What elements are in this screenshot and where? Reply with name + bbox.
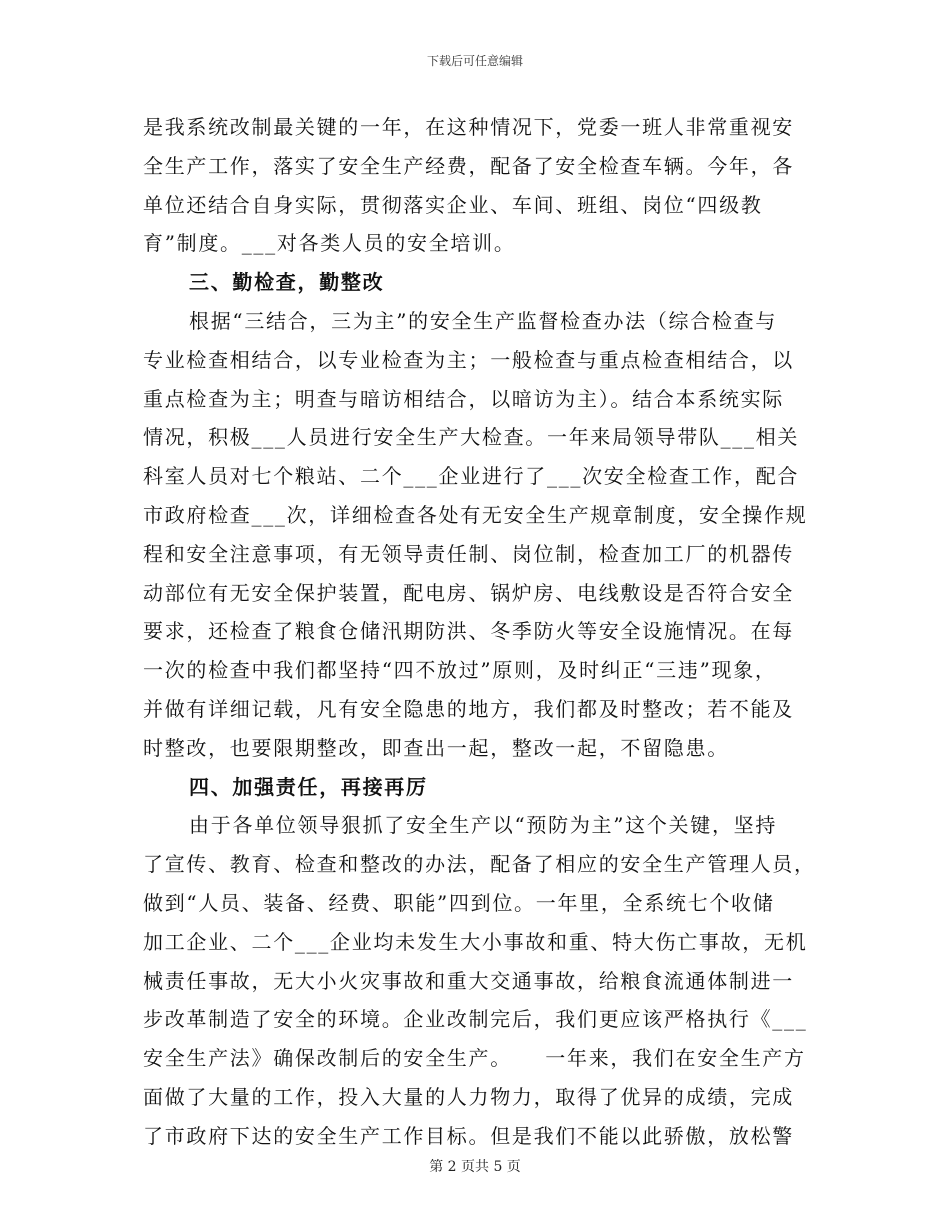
body-line: 面做了大量的工作，投入大量的人力物力，取得了优异的成绩，完成	[143, 1084, 794, 1109]
paragraph-start: 根据“三结合，三为主”的安全生产监督检查办法（综合检查与	[189, 308, 778, 333]
body-line: 了宣传、教育、检查和整改的办法，配备了相应的安全生产管理人员，	[143, 852, 816, 877]
body-line: 全生产工作，落实了安全生产经费，配备了安全检查车辆。今年，各	[143, 153, 794, 178]
body-line: 要求，还检查了粮食仓储汛期防洪、冬季防火等安全设施情况。在每	[143, 619, 794, 644]
body-line: 做到“人员、装备、经费、职能”四到位。一年里，全系统七个收储	[143, 890, 775, 915]
body-line: 械责任事故，无大小火灾事故和重大交通事故，给粮食流通体制进一	[143, 968, 794, 993]
body-line: 育”制度。___对各类人员的安全培训。	[143, 231, 516, 256]
page-number-footer: 第 2 页共 5 页	[429, 1159, 521, 1175]
body-line: 重点检查为主；明查与暗访相结合，以暗访为主）。结合本系统实际	[143, 386, 784, 411]
body-line: 是我系统改制最关键的一年，在这种情况下，党委一班人非常重视安	[143, 115, 794, 139]
body-line: 一次的检查中我们都坚持“四不放过”原则，及时纠正“三违”现象，	[143, 658, 777, 683]
paragraph-start: 由于各单位领导狠抓了安全生产以“预防为主”这个关键，坚持	[189, 813, 778, 838]
body-line: 情况，积极___人员进行安全生产大检查。一年来局领导带队___相关	[143, 425, 800, 450]
page-header: 下载后可任意编辑	[426, 54, 523, 68]
body-line: 并做有详细记载，凡有安全隐患的地方，我们都及时整改；若不能及	[143, 696, 794, 721]
body-line: 专业检查相结合，以专业检查为主；一般检查与重点检查相结合，以	[143, 347, 794, 372]
body-line: 动部位有无安全保护装置，配电房、锅炉房、电线敷设是否符合安全	[143, 580, 794, 605]
body-line: 安全生产法》确保改制后的安全生产。 一年来，我们在安全生产方	[143, 1046, 806, 1071]
body-line: 单位还结合自身实际，贯彻落实企业、车间、班组、岗位“四级教	[143, 192, 763, 217]
body-line: 了市政府下达的安全生产工作目标。但是我们不能以此骄傲，放松警	[143, 1123, 794, 1148]
body-line: 市政府检查___次，详细检查各处有无安全生产规章制度，安全操作规	[143, 502, 808, 527]
body-line: 加工企业、二个___企业均未发生大小事故和重、特大伤亡事故，无机	[143, 929, 808, 954]
body-line: 科室人员对七个粮站、二个___企业进行了___次安全检查工作，配合	[143, 464, 800, 489]
body-line: 程和安全注意事项，有无领导责任制、岗位制，检查加工厂的机器传	[143, 541, 794, 566]
document-body	[143, 108, 816, 1156]
body-line: 时整改，也要限期整改，即查出一起，整改一起，不留隐患。	[143, 735, 729, 760]
section-heading-3: 三、勤检查，勤整改	[189, 270, 385, 295]
body-line: 步改革制造了安全的环境。企业改制完后，我们更应该严格执行《___	[143, 1007, 808, 1032]
section-heading-4: 四、加强责任，再接再厉	[189, 774, 428, 799]
